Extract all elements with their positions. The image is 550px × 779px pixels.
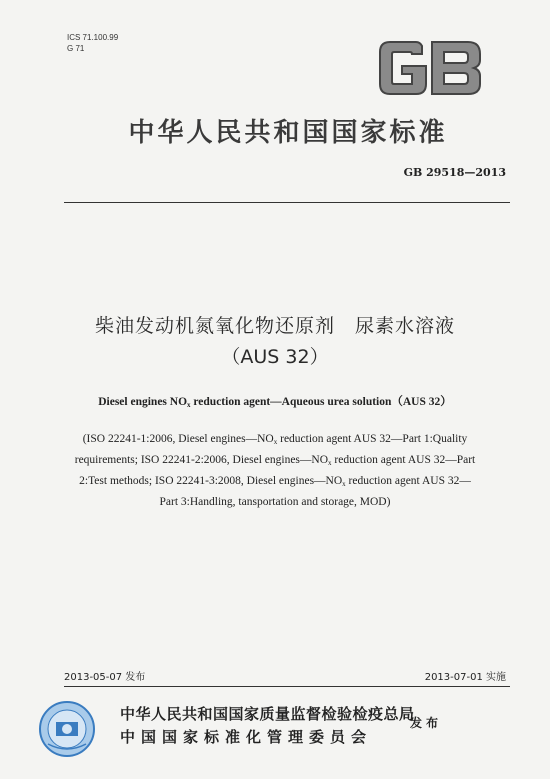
iso-ref-subscript: x [342,480,346,488]
ics-classification [67,32,118,54]
bottom-divider [64,686,510,687]
effective-date: 2013-07-01 实施 [424,672,506,683]
publish-label: 发布 [410,716,443,730]
issuer-sac: 中国国家标准化管理委员会 [120,728,373,746]
iso-ref-part: (ISO 22241-1:2006, Diesel engines—NO [82,433,274,445]
iso-ref-subscript: x [328,459,332,467]
document-subtitle-cn: （AUS 32） [221,346,329,368]
gb-logo [376,40,484,96]
top-divider [64,202,510,203]
iso-reference [72,430,478,511]
iso-ref-subscript: x [273,438,278,446]
en-title-part: reduction agent—Aqueous urea solution（AUS 32） [190,396,452,408]
publish-date: 2013-05-07 发布 [64,672,146,683]
iso-ref-part: reduction agent AUS 32—Part 2:Test methods; ISO 22241-3:2008, Diesel engines—NO [79,454,476,487]
standard-code: GB 29518—2013 [403,166,506,179]
issuing-authorities [120,703,415,747]
document-title-en [40,393,510,409]
national-standard-title: 中华人民共和国国家标准 [128,118,448,148]
iso-ref-part: reduction agent AUS 32—Part 1:Quality requirements; ISO 22241-2:2006, Diesel engines—NO [74,433,468,466]
ics-code: ICS 71.100.99 [67,33,119,42]
anti-counterfeit-seal-icon [38,700,96,758]
en-title-subscript: x [187,401,191,409]
iso-ref-part: reduction agent AUS 32—Part 3:Handling, tansportation and storage, MOD) [159,475,471,508]
issuer-aqsiq: 中华人民共和国国家质量监督检验检疫总局 [120,705,415,723]
en-title-part: Diesel engines NO [98,396,188,408]
document-title-cn: 柴油发动机氮氧化物还原剂 尿素水溶液 [94,315,455,337]
ccs-code: G 71 [67,44,85,53]
